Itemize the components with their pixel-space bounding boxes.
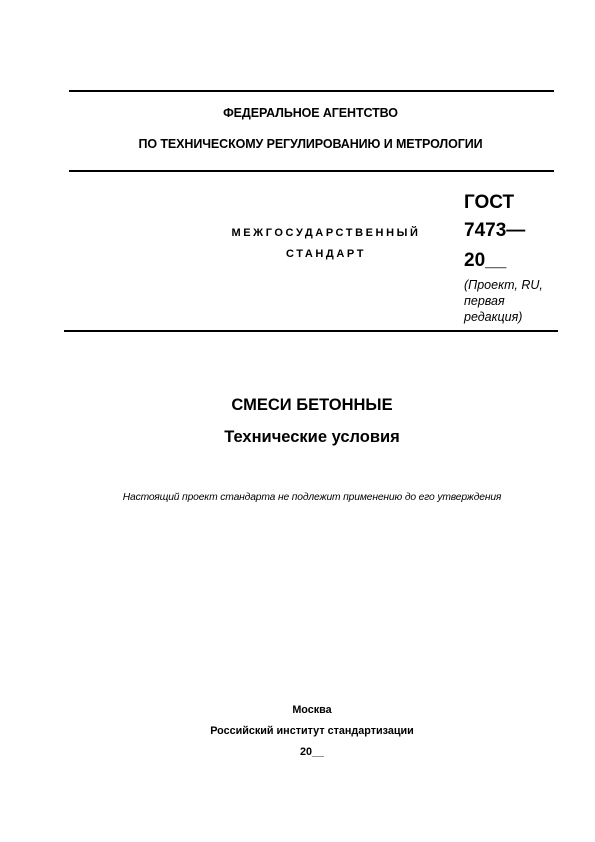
agency-name-line-2: ПО ТЕХНИЧЕСКОМУ РЕГУЛИРОВАНИЮ И МЕТРОЛОГИИ (138, 137, 483, 151)
standard-type-line-1: МЕЖГОСУДАРСТВЕННЫЙ (231, 227, 421, 239)
gost-number: 7473— (464, 220, 526, 241)
gost-year: 20__ (464, 250, 507, 271)
draft-status-line-1: (Проект, RU, (464, 278, 543, 292)
standard-type-line-2: СТАНДАРТ (285, 248, 367, 260)
draft-status (464, 277, 564, 325)
publication-year: 20__ (299, 746, 325, 758)
agency-name-line-1: ФЕДЕРАЛЬНОЕ АГЕНТСТВО (223, 106, 398, 120)
document-title: СМЕСИ БЕТОННЫЕ (231, 396, 393, 414)
publication-city: Москва (292, 704, 332, 716)
document-subtitle: Технические условия (224, 428, 400, 446)
top-rule (69, 90, 554, 92)
designation-divider (64, 330, 558, 332)
header-divider (69, 170, 554, 172)
draft-notice: Настоящий проект стандарта не подлежит применению до его утверждения (122, 492, 502, 503)
gost-label: ГОСТ (464, 192, 515, 213)
draft-status-line-2: первая (464, 294, 505, 308)
publisher-name: Российский институт стандартизации (210, 725, 414, 737)
draft-status-line-3: редакция) (464, 310, 523, 324)
